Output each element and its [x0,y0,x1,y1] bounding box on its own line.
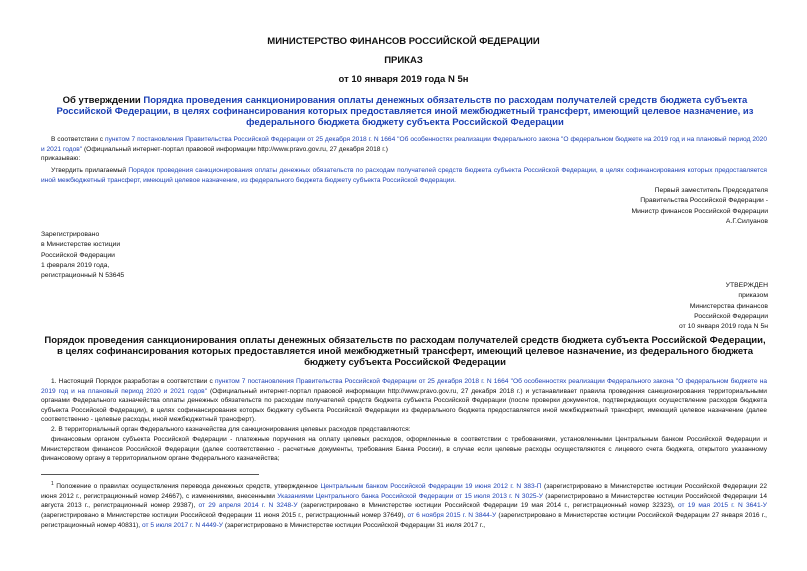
footnote-divider [41,474,259,475]
registration-block [41,230,241,281]
signature-line-1: Первый заместитель Председателя [654,187,768,194]
registration-line-2: в Министерстве юстиции [41,241,121,249]
footnote-text-5: (зарегистрировано в Министерстве юстиции Российской Федерации 11 июня 2015 г., регистрационный номер 37649), [41,511,408,519]
approved-block [568,281,768,332]
approve-order-link[interactable]: Порядок проведения санкционирования оплаты денежных обязательств по расходам получателей средств бюджета субъекта Российской Федерации, в целях софинансирования которых предоставляется иной межбюджетный трансферт, имеющий целевое назначение, из федерального бюджета бюджету субъекта Российской Федерации. [41,167,767,184]
registration-number: регистрационный N 53645 [41,272,125,280]
footnote-text-6: (зарегистрировано в Министерстве юстиции Российской Федерации 27 января 2016 г., регистрационный номер 40831), [41,511,767,529]
preamble-text-1: В соответствии с [51,136,106,143]
approved-date-number: от 10 января 2019 года N 5н [678,323,768,331]
approved-line-1: УТВЕРЖДЕН [725,282,768,289]
footnote-mark: 1 [51,481,54,487]
order-title [44,95,766,128]
ordered-line: приказываю: [41,155,81,162]
preamble-law-link[interactable]: пунктом 7 постановления Правительства Российской Федерации от 25 декабря 2018 г. N 1664 "Об особенностях реализации Федерального закона "О федеральном бюджете на 2019 год и на плановый период 2020 и 2021 годов" [41,136,768,153]
item-1-law-link[interactable]: пунктом 7 постановления Правительства Российской Федерации от 25 декабря 2018 г. N 1664 "Об особенностях реализации Федерального закона "О федеральном бюджете на 2019 год и на плановый период 2020 и 2021 годов" [41,378,767,395]
registration-date: 1 февраля 2019 года, [41,261,110,269]
ministry-heading: МИНИСТЕРСТВО ФИНАНСОВ РОССИЙСКОЙ ФЕДЕРАЦИИ [267,36,540,47]
footnote-text-1: Положение о правилах осуществления перевода денежных средств, утвержденное [53,483,321,491]
footnote-paragraph [41,480,767,530]
preamble-paragraph [41,135,767,154]
signature-line-2: Правительства Российской Федерации - [640,197,768,205]
signature-name: А.Г.Силуанов [725,217,768,225]
footnote-link-2[interactable]: Указаниями Центрального банка Российской Федерации от 15 июля 2013 г. N 3025-У [277,492,543,500]
footnote-link-5[interactable]: от 6 ноября 2015 г. N 3844-У [407,511,497,519]
item-2-paragraph: 2. В территориальный орган Федерального казначейства для санкционирования целевых расходов представляются: [51,426,411,433]
doc-type-heading: ПРИКАЗ [384,55,423,66]
item-3-paragraph: финансовым органом субъекта Российской Федерации - платежные поручения на оплату целевых расходов, оформленные в соответствии с требованиями, установленными Центральным банком Российской Федерации и Министерством финансов Российской Федерации (далее соответственно - расчетные документы, требования Банка России), в случае если целевые расходы осуществляются с лицевого счета бюджета, открытого указанному финансовому органу в территориальном органе Федерального казначейства; [41,436,767,463]
approve-text: Утвердить прилагаемый [51,167,129,174]
doc-date-number: от 10 января 2019 года N 5н [338,74,469,85]
approved-line-3: Министерства финансов [689,302,768,310]
order-title-link[interactable]: Порядка проведения санкционирования оплаты денежных обязательств по расходам получателей средств бюджета субъекта Российской Федерации, в целях софинансирования которых предоставляется иной межбюджетный трансферт, имеющий целевое назначение, из федерального бюджета бюджету субъекта Российской Федерации [56,95,754,128]
approved-line-4: Российской Федерации [694,312,768,320]
footnote-text-2: (зарегистрировано в Министерстве юстиции Российской Федерации 22 июня 2012 г., регистрационный номер 24667), с изменениями, внесенными [41,483,767,500]
item-1-text-1: 1. Настоящий Порядок разработан в соответствии с [51,378,215,385]
procedure-title: Порядок проведения санкционирования оплаты денежных обязательств по расходам получателей средств бюджета субъекта Российской Федерации, в целях софинансирования которых предоставляется иной межбюджетный трансферт, имеющий целевое назначение, из федерального бюджета бюджету субъекта Российской Федерации [44,335,766,368]
registration-line-3: Российской Федерации [41,251,115,259]
footnote-link-6[interactable]: от 5 июля 2017 г. N 4449-У [141,521,223,529]
footnote-text-3: (зарегистрировано в Министерстве юстиции Российской Федерации 14 августа 2013 г., регистрационный номер 29387), [41,492,767,510]
footnote-link-1[interactable]: Центральным банком Российской Федерации 19 июня 2012 г. N 383-П [320,483,542,491]
order-title-prefix: Об утверждении [62,95,144,106]
footnote-text-4: (зарегистрировано в Министерстве юстиции Российской Федерации 19 мая 2014 г., регистрационный номер 32323), [297,502,678,510]
footnote-text-7: (зарегистрировано в Министерстве юстиции Российской Федерации 31 июля 2017 г., [222,521,486,529]
approved-line-2: приказом [738,292,768,300]
footnote-link-3[interactable]: от 29 апреля 2014 г. N 3248-У [198,502,298,510]
footnote-link-4[interactable]: от 19 мая 2015 г. N 3641-У [678,502,767,510]
signature-line-3: Министр финансов Российской Федерации [631,207,768,215]
item-1-text-2: (Официальный интернет-портал правовой информации http://www.pravo.gov.ru, 27 декабря 2018 г.) и устанавливает правила проведения санкционирования территориальными органами Федерального казначейства оплаты денежных обязательств по расходам получателей средств бюджета субъекта Российской Федерации (после проверки документов, подтверждающих осуществление расходов бюджета субъекта Российской Федерации), в целях софинансирования которых бюджету субъекта Российской Федерации из федерального бюджета предоставляется иной межбюджетный трансферт, имеющий целевое назначение (далее соответственно - целевые расходы, иной межбюджетный трансферт). [41,387,767,424]
item-1-paragraph [41,377,767,425]
signature-block [548,186,768,227]
registration-line-1: Зарегистрировано [41,231,100,238]
approve-paragraph [41,166,767,185]
preamble-text-2: (Официальный интернет-портал правовой информации http://www.pravo.gov.ru, 27 декабря 2018 г.) [82,145,388,153]
